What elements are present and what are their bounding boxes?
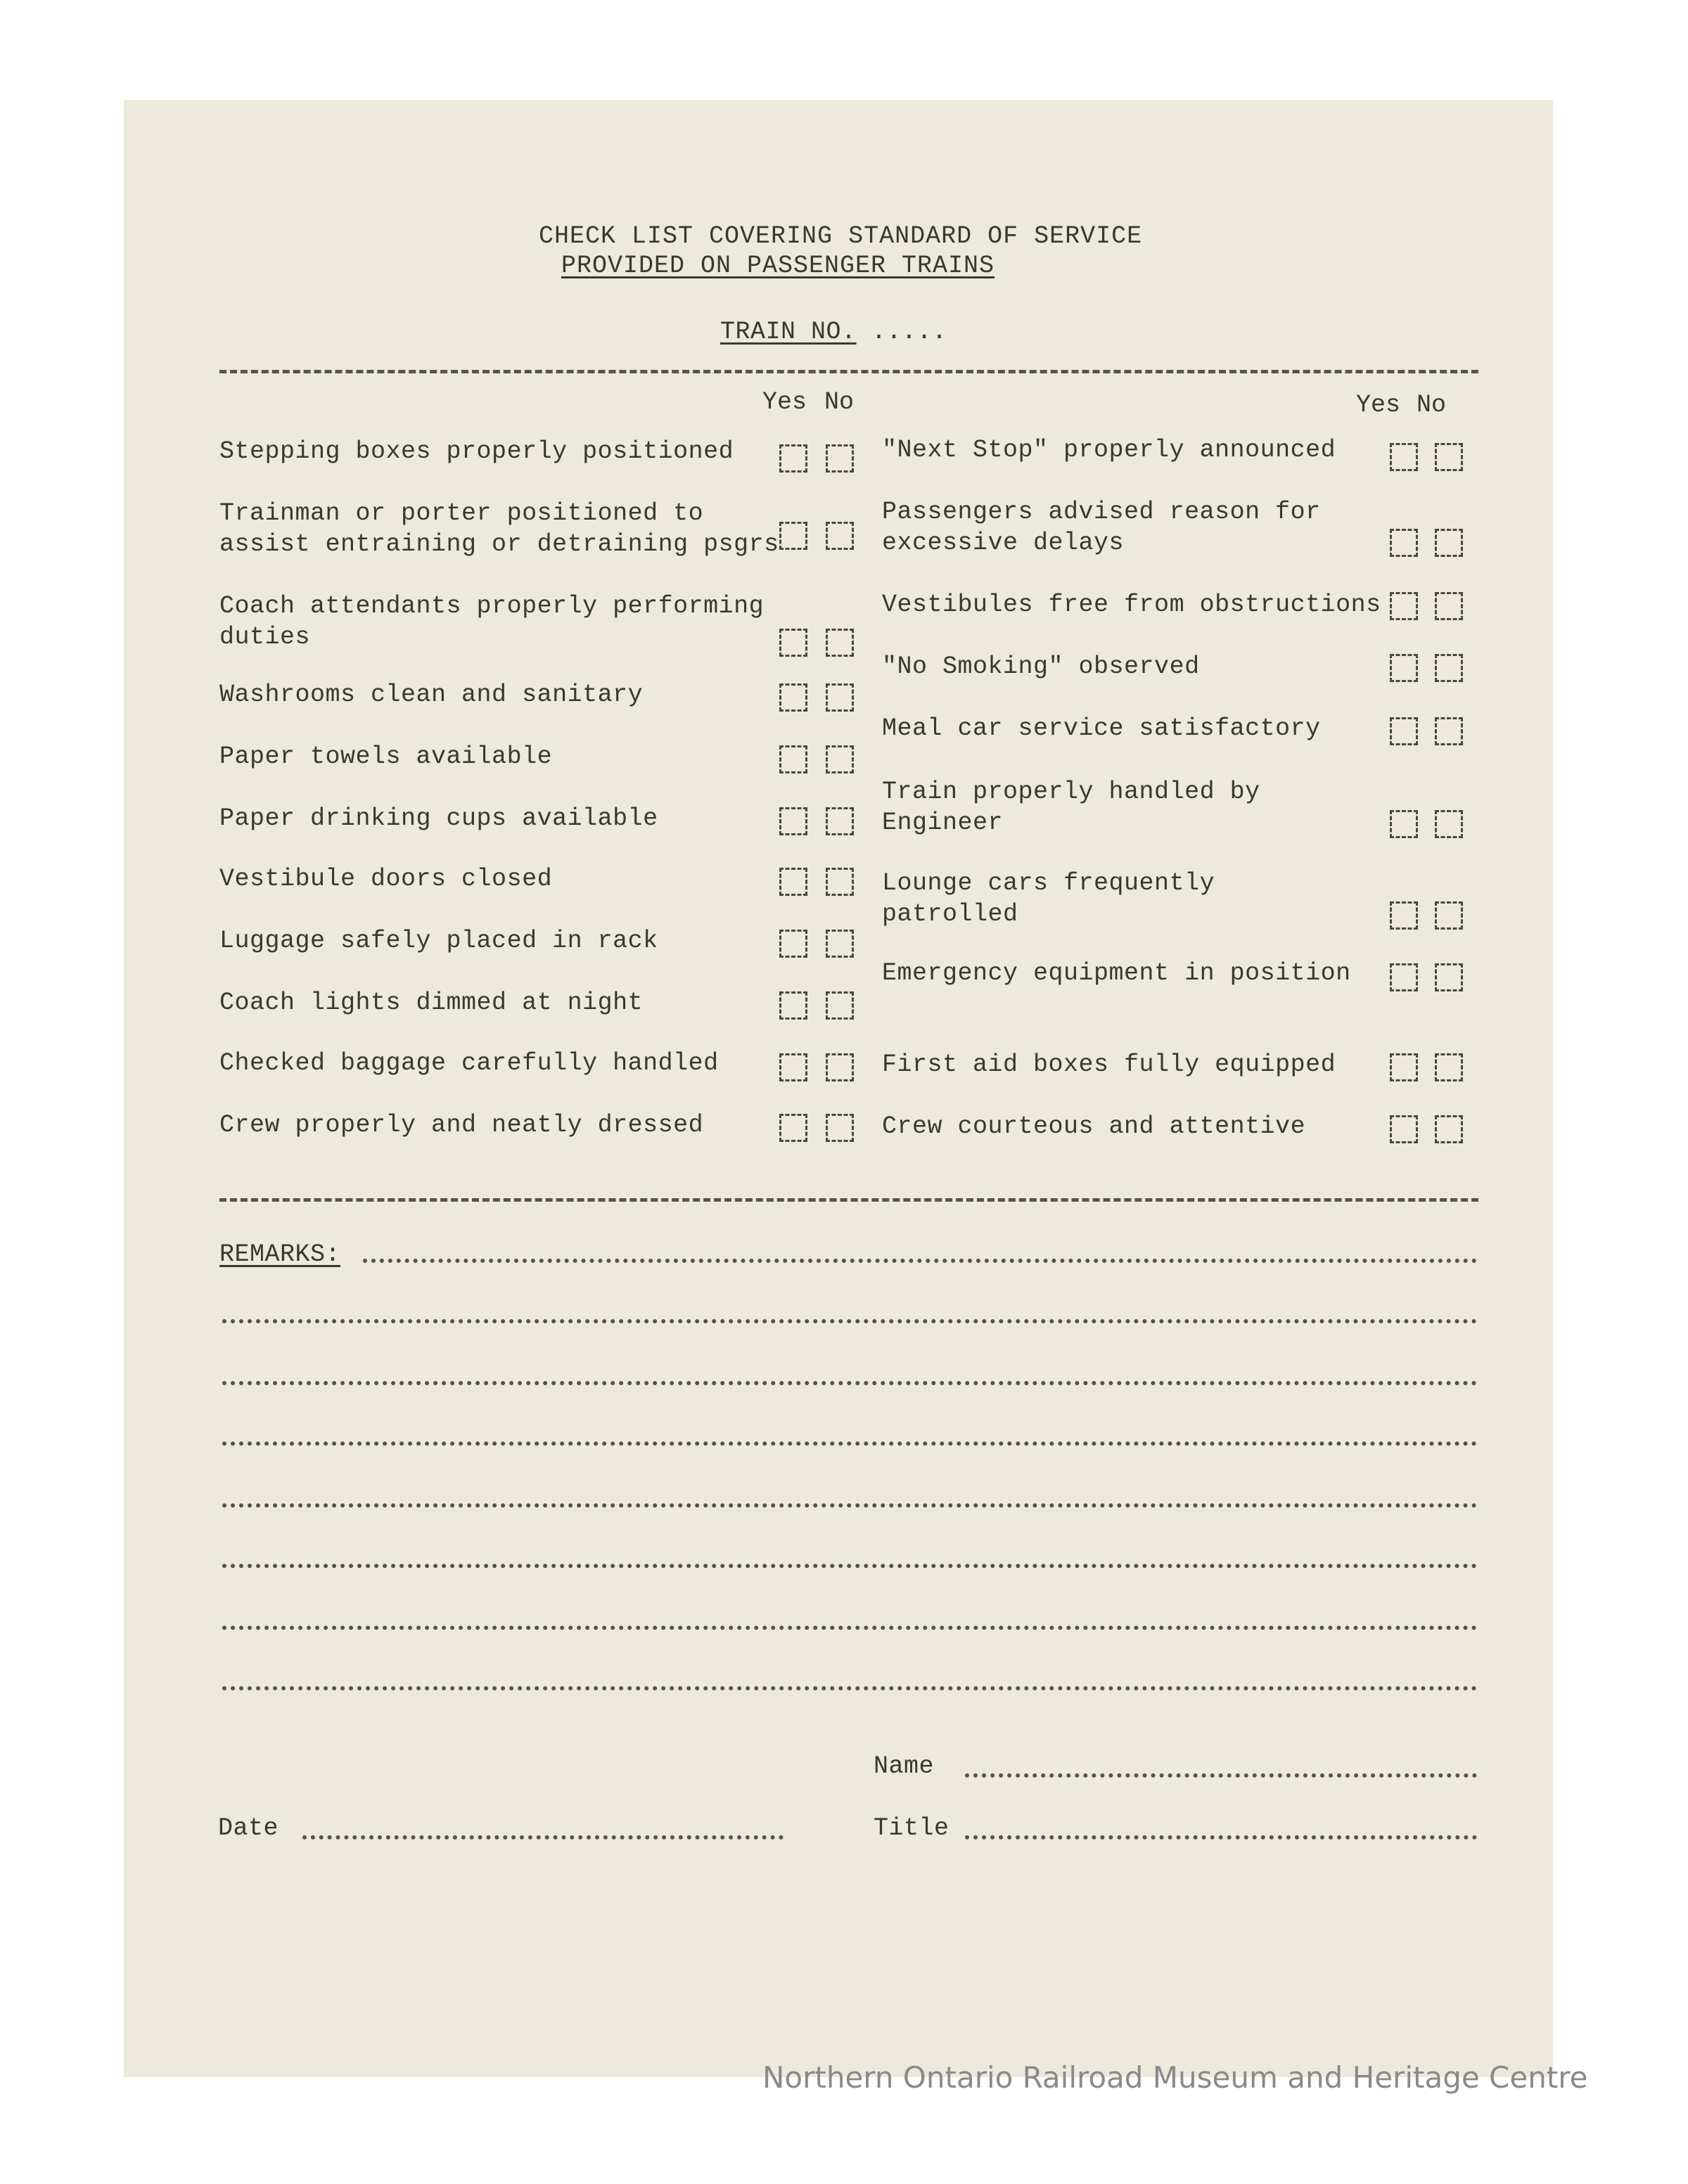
no-checkbox[interactable] — [1435, 654, 1463, 682]
remarks-line[interactable] — [222, 1564, 1477, 1568]
checklist-item-line1: Coach lights dimmed at night — [219, 989, 644, 1017]
right-checklist-item — [882, 776, 1260, 838]
yes-checkbox[interactable] — [1390, 1053, 1418, 1081]
no-checkbox[interactable] — [826, 1053, 854, 1081]
yes-checkbox[interactable] — [779, 991, 807, 1020]
remarks-line[interactable] — [222, 1626, 1477, 1630]
no-checkbox[interactable] — [826, 868, 854, 896]
left-checklist-item — [219, 803, 658, 834]
no-checkbox[interactable] — [1435, 1053, 1463, 1081]
train-number-line — [720, 316, 947, 347]
right-checklist-item — [882, 958, 1351, 989]
no-checkbox[interactable] — [826, 629, 854, 657]
checklist-item-line1: Paper drinking cups available — [219, 804, 658, 833]
checklist-item-line1: Crew properly and neatly dressed — [219, 1111, 704, 1139]
train-no-label: TRAIN NO. — [720, 318, 857, 346]
yes-checkbox[interactable] — [1390, 443, 1418, 471]
yes-checkbox[interactable] — [1390, 717, 1418, 745]
remarks-line[interactable] — [222, 1381, 1477, 1385]
no-checkbox[interactable] — [826, 522, 854, 550]
no-checkbox[interactable] — [826, 991, 854, 1020]
yes-checkbox[interactable] — [779, 868, 807, 896]
right-checklist-item — [882, 651, 1200, 682]
checklist-item-line1: Trainman or porter positioned to — [219, 499, 704, 527]
right-checklist-item — [882, 1111, 1305, 1142]
no-checkbox[interactable] — [826, 807, 854, 835]
no-checkbox[interactable] — [1435, 963, 1463, 991]
date-line[interactable] — [302, 1835, 784, 1839]
checklist-sheet — [124, 100, 1553, 2077]
checklist-item-line1: Luggage safely placed in rack — [219, 927, 658, 955]
yes-checkbox[interactable] — [779, 522, 807, 550]
document-title-line1: CHECK LIST COVERING STANDARD OF SERVICE — [539, 222, 1143, 250]
right-checklist-item — [882, 435, 1336, 465]
right-no-label: No — [1417, 391, 1447, 419]
left-checklist-item — [219, 1110, 703, 1141]
checklist-item-line1: Vestibules free from obstructions — [882, 591, 1381, 619]
checklist-item-line1: First aid boxes fully equipped — [882, 1051, 1336, 1079]
name-label: Name — [874, 1752, 935, 1780]
yes-checkbox[interactable] — [779, 683, 807, 712]
yes-checkbox[interactable] — [779, 1114, 807, 1142]
no-checkbox[interactable] — [826, 745, 854, 773]
no-checkbox[interactable] — [826, 1114, 854, 1142]
right-checklist-item — [882, 589, 1381, 620]
no-checkbox[interactable] — [1435, 592, 1463, 620]
left-checklist-item — [219, 679, 643, 710]
remarks-label: REMARKS: — [219, 1240, 341, 1268]
checklist-item-line1: Crew courteous and attentive — [882, 1112, 1306, 1141]
museum-credit: Northern Ontario Railroad Museum and Heritage Centre — [762, 2060, 1588, 2095]
left-checklist-item — [219, 925, 658, 956]
left-checklist-item — [219, 1048, 719, 1079]
left-checklist-item — [219, 863, 552, 894]
yes-checkbox[interactable] — [779, 444, 807, 473]
checklist-item-line1: Train properly handled by — [882, 778, 1260, 806]
yes-checkbox[interactable] — [779, 629, 807, 657]
checklist-item-line1: Paper towels available — [219, 743, 553, 771]
yes-checkbox[interactable] — [1390, 901, 1418, 930]
remarks-line[interactable] — [222, 1503, 1477, 1508]
checklist-item-line2: patrolled — [882, 900, 1018, 928]
train-no-value: ..... — [871, 318, 947, 346]
right-yes-label: Yes — [1356, 391, 1401, 419]
no-checkbox[interactable] — [826, 683, 854, 712]
checklist-item-line1: Emergency equipment in position — [882, 959, 1351, 987]
yes-checkbox[interactable] — [1390, 963, 1418, 991]
checklist-item-line1: Washrooms clean and sanitary — [219, 681, 644, 709]
yes-checkbox[interactable] — [779, 807, 807, 835]
no-checkbox[interactable] — [1435, 529, 1463, 557]
no-checkbox[interactable] — [1435, 810, 1463, 838]
remarks-line[interactable] — [222, 1686, 1477, 1690]
checklist-item-line1: "No Smoking" observed — [882, 653, 1200, 681]
checklist-item-line2: excessive delays — [882, 529, 1125, 557]
checklist-item-line1: Stepping boxes properly positioned — [219, 437, 734, 465]
left-no-label: No — [824, 388, 855, 416]
checklist-item-line1: "Next Stop" properly announced — [882, 436, 1336, 464]
right-checklist-item — [882, 713, 1321, 744]
right-checklist-item — [882, 868, 1215, 930]
document-title-line2: PROVIDED ON PASSENGER TRAINS — [561, 252, 995, 280]
no-checkbox[interactable] — [1435, 443, 1463, 471]
left-checklist-item — [219, 987, 643, 1018]
left-checklist-item — [219, 436, 734, 467]
yes-checkbox[interactable] — [779, 930, 807, 958]
remarks-line[interactable] — [222, 1319, 1477, 1323]
title-label: Title — [874, 1814, 950, 1842]
bottom-divider — [219, 1198, 1478, 1202]
no-checkbox[interactable] — [826, 930, 854, 958]
no-checkbox[interactable] — [826, 444, 854, 473]
no-checkbox[interactable] — [1435, 1115, 1463, 1143]
title-line[interactable] — [965, 1835, 1477, 1839]
yes-checkbox[interactable] — [1390, 654, 1418, 682]
yes-checkbox[interactable] — [1390, 810, 1418, 838]
no-checkbox[interactable] — [1435, 717, 1463, 745]
left-checklist-item — [219, 591, 764, 653]
right-checklist-item — [882, 496, 1321, 558]
remarks-line[interactable] — [222, 1441, 1477, 1446]
yes-checkbox[interactable] — [779, 745, 807, 773]
no-checkbox[interactable] — [1435, 901, 1463, 930]
checklist-item-line1: Coach attendants properly performing — [219, 592, 765, 620]
checklist-item-line1: Passengers advised reason for — [882, 498, 1321, 526]
checklist-item-line1: Checked baggage carefully handled — [219, 1049, 719, 1077]
checklist-item-line2: assist entraining or detraining psgrs — [219, 530, 779, 558]
remarks-line[interactable] — [363, 1259, 1477, 1263]
left-checklist-item — [219, 498, 779, 560]
checklist-item-line1: Lounge cars frequently — [882, 869, 1215, 897]
checklist-item-line2: duties — [219, 623, 311, 651]
top-divider — [219, 370, 1478, 373]
name-line[interactable] — [965, 1773, 1477, 1778]
checklist-item-line2: Engineer — [882, 809, 1004, 837]
right-checklist-item — [882, 1049, 1336, 1080]
left-checklist-item — [219, 741, 552, 772]
checklist-item-line1: Vestibule doors closed — [219, 865, 553, 893]
date-label: Date — [218, 1814, 279, 1842]
yes-checkbox[interactable] — [1390, 529, 1418, 557]
yes-checkbox[interactable] — [779, 1053, 807, 1081]
yes-checkbox[interactable] — [1390, 592, 1418, 620]
checklist-item-line1: Meal car service satisfactory — [882, 714, 1321, 743]
yes-checkbox[interactable] — [1390, 1115, 1418, 1143]
left-yes-label: Yes — [762, 388, 807, 416]
